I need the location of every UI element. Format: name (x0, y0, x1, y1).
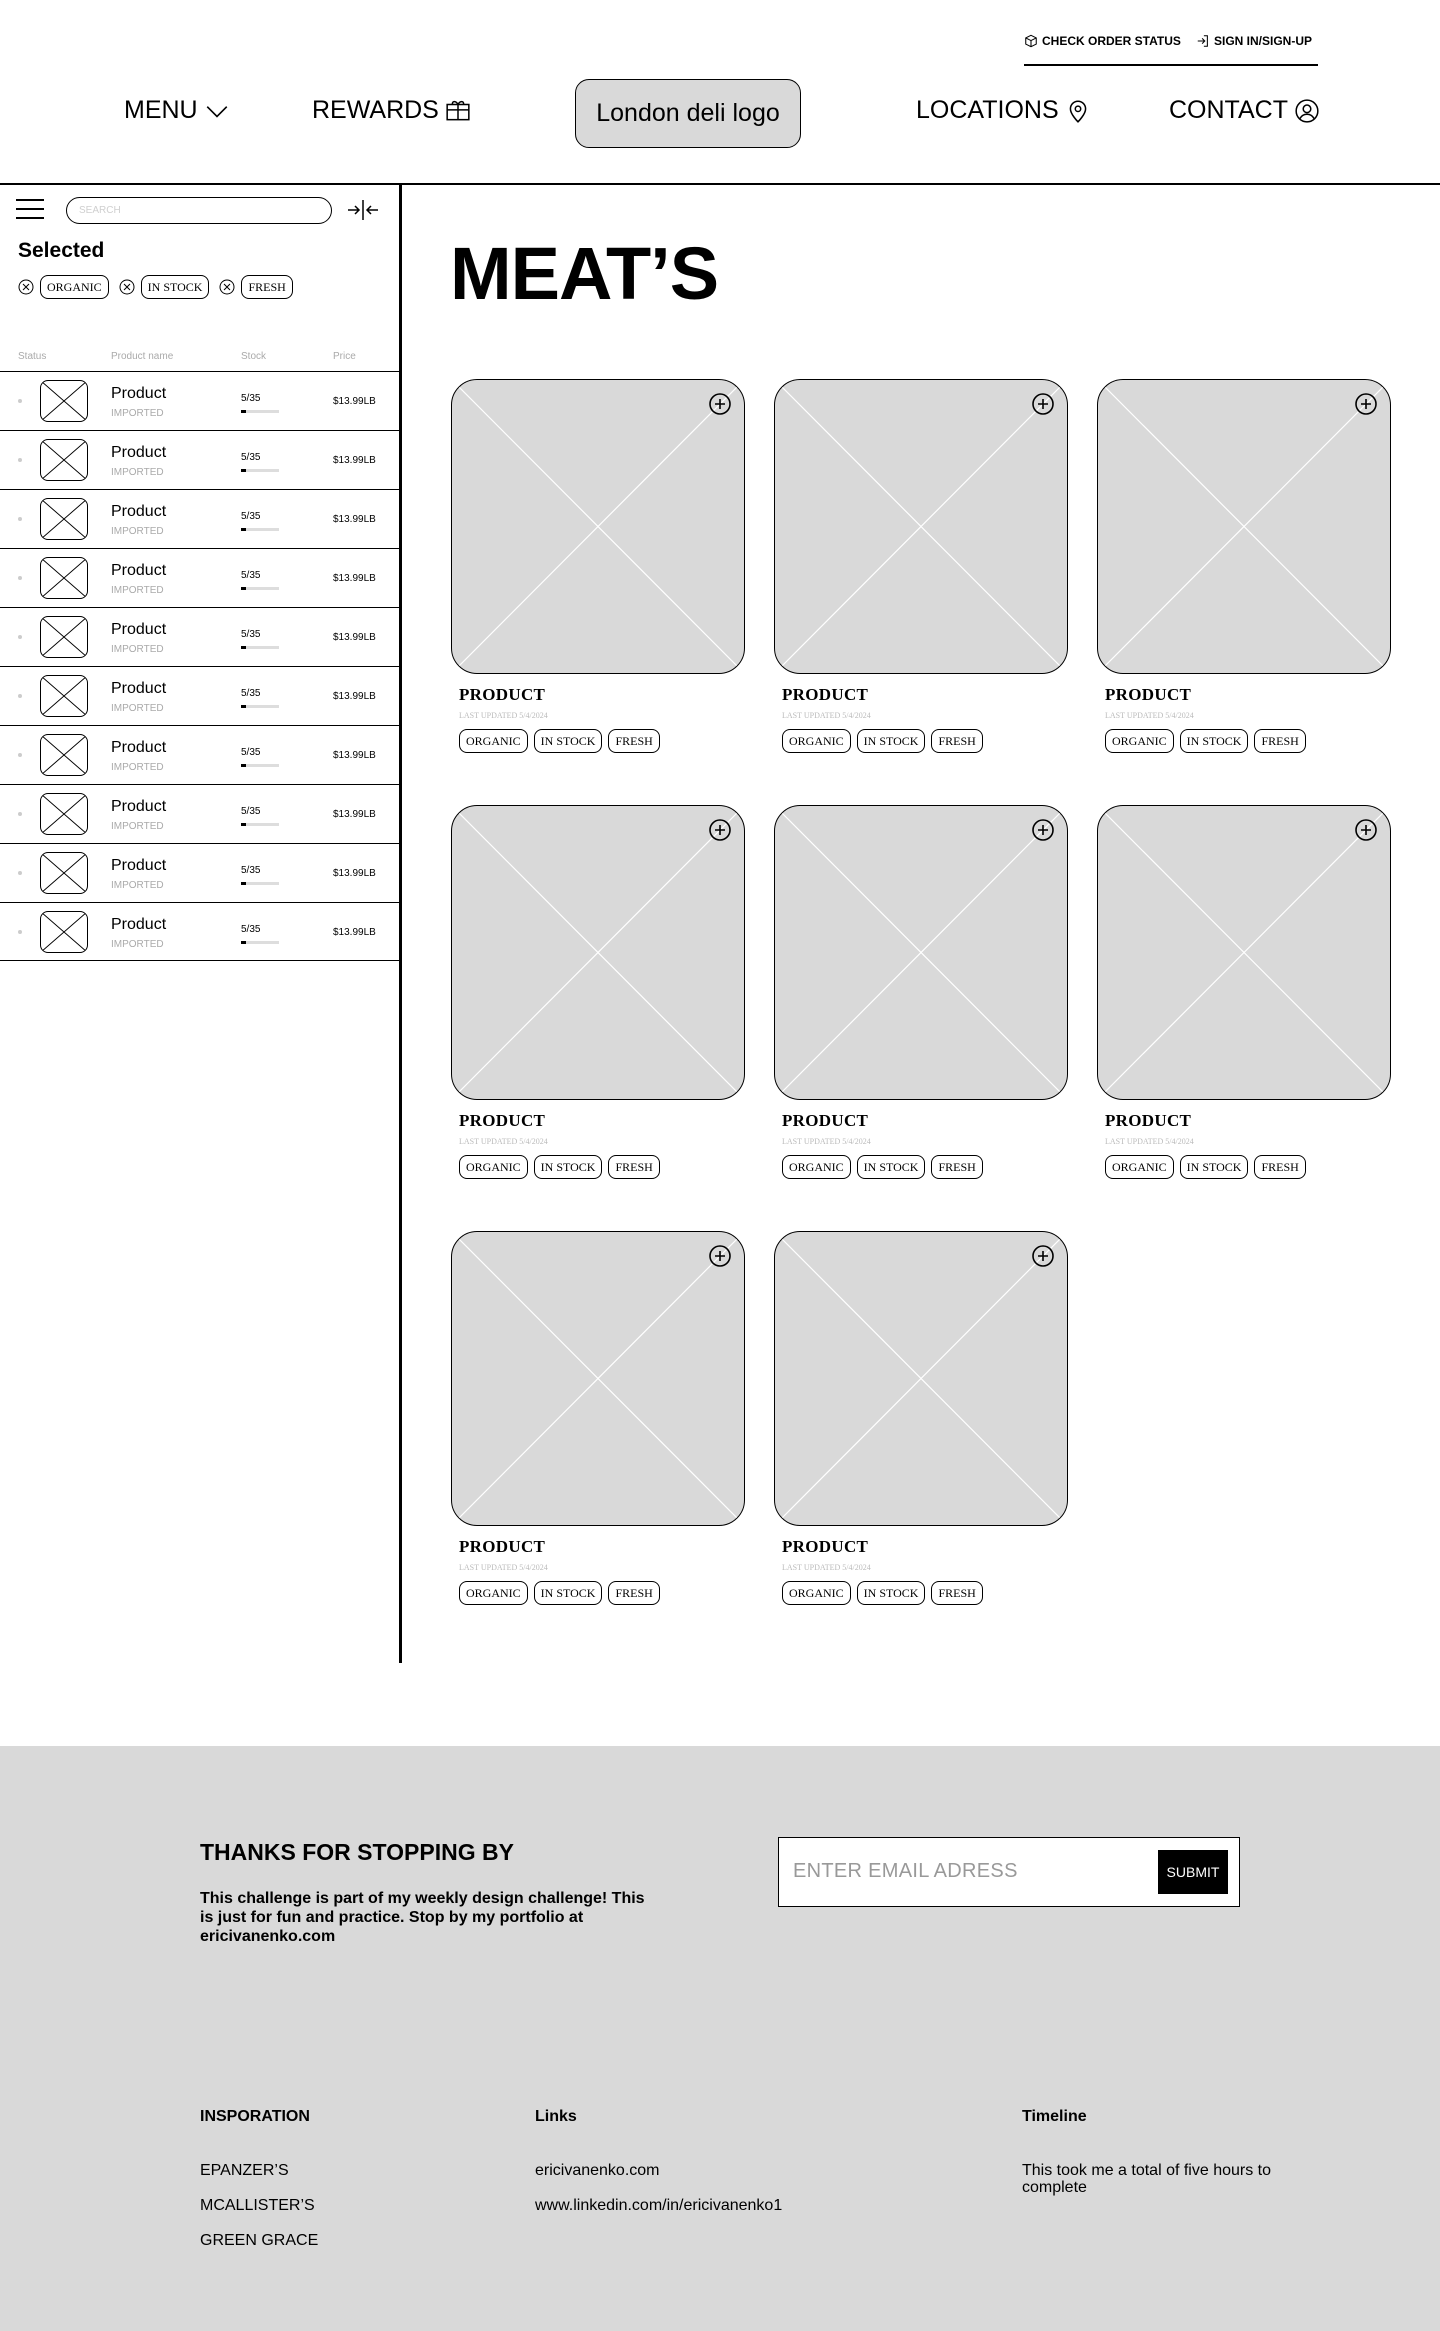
hamburger-menu-icon[interactable] (16, 199, 44, 221)
row-stock-count: 5/35 (241, 924, 261, 935)
product-tags (1105, 1155, 1306, 1179)
footer-links (535, 2108, 782, 2232)
submit-button[interactable]: SUBMIT (1158, 1850, 1228, 1894)
add-to-cart-icon[interactable] (1354, 392, 1378, 416)
login-icon (1196, 34, 1210, 48)
table-row[interactable] (0, 430, 399, 489)
image-placeholder-icon (1098, 380, 1390, 673)
image-placeholder-icon (41, 381, 87, 421)
row-stock-bar (241, 823, 279, 826)
row-stock-bar (241, 941, 279, 944)
row-product-name: Product (111, 385, 167, 402)
table-row[interactable] (0, 725, 399, 784)
row-stock-fill (241, 646, 246, 649)
site-logo[interactable] (575, 79, 801, 148)
gift-icon (445, 98, 471, 124)
image-placeholder-icon (41, 735, 87, 775)
row-stock-bar (241, 528, 279, 531)
row-product-origin: IMPORTED (111, 703, 164, 714)
nav-menu-label: MENU (124, 96, 198, 124)
product-tag: IN STOCK (857, 1155, 926, 1179)
remove-filter-icon[interactable] (18, 279, 34, 295)
image-placeholder-icon (41, 912, 87, 952)
package-icon (1024, 34, 1038, 48)
product-tag: FRESH (1254, 1155, 1305, 1179)
row-stock-count: 5/35 (241, 570, 261, 581)
product-card[interactable] (451, 1231, 745, 1600)
row-price: $13.99LB (333, 514, 376, 525)
product-tag: FRESH (931, 1155, 982, 1179)
image-placeholder-icon (775, 380, 1067, 673)
product-tag: IN STOCK (857, 729, 926, 753)
row-product-name: Product (111, 503, 167, 520)
column-price: Price (333, 351, 356, 362)
add-to-cart-icon[interactable] (1031, 818, 1055, 842)
product-tag: ORGANIC (459, 1581, 528, 1605)
image-placeholder-icon (1098, 806, 1390, 1099)
footer-inspiration (200, 2108, 318, 2267)
sign-in-link[interactable] (1196, 34, 1312, 48)
nav-menu[interactable] (124, 96, 230, 125)
row-stock-count: 5/35 (241, 393, 261, 404)
product-tag: FRESH (608, 729, 659, 753)
row-stock-fill (241, 705, 246, 708)
product-image[interactable] (1097, 379, 1391, 674)
filter-chip-organic[interactable]: ORGANIC (40, 275, 109, 299)
row-product-origin: IMPORTED (111, 880, 164, 891)
product-title: PRODUCT (1105, 685, 1192, 704)
row-product-name: Product (111, 562, 167, 579)
add-to-cart-icon[interactable] (1354, 818, 1378, 842)
status-dot (18, 812, 22, 816)
product-card[interactable] (1097, 805, 1391, 1174)
status-dot (18, 871, 22, 875)
product-thumbnail (40, 793, 88, 835)
row-stock-fill (241, 587, 246, 590)
row-stock-count: 5/35 (241, 806, 261, 817)
product-last-updated: LAST UPDATED 5/4/2024 (459, 1563, 548, 1572)
image-placeholder-icon (41, 617, 87, 657)
product-tags (782, 1155, 983, 1179)
row-stock-fill (241, 941, 246, 944)
product-image[interactable] (451, 379, 745, 674)
product-tags (782, 1581, 983, 1605)
row-price: $13.99LB (333, 750, 376, 761)
product-grid (451, 379, 1395, 1600)
product-title: PRODUCT (459, 1537, 546, 1556)
row-stock-count: 5/35 (241, 688, 261, 699)
add-to-cart-icon[interactable] (1031, 392, 1055, 416)
row-stock-fill (241, 882, 246, 885)
location-pin-icon (1065, 98, 1091, 124)
portfolio-link[interactable]: ericivanenko.com (535, 2162, 660, 2179)
row-price: $13.99LB (333, 809, 376, 820)
row-product-origin: IMPORTED (111, 526, 164, 537)
product-thumbnail (40, 734, 88, 776)
product-last-updated: LAST UPDATED 5/4/2024 (459, 711, 548, 720)
user-circle-icon (1294, 98, 1320, 124)
row-product-origin: IMPORTED (111, 644, 164, 655)
linkedin-link[interactable]: www.linkedin.com/in/ericivanenko1 (535, 2197, 783, 2214)
filter-chip-fresh[interactable]: FRESH (241, 275, 292, 299)
product-card[interactable] (774, 379, 1068, 748)
filter-chip-in-stock[interactable]: IN STOCK (141, 275, 210, 299)
product-thumbnail (40, 616, 88, 658)
table-row[interactable] (0, 489, 399, 548)
product-image[interactable] (774, 805, 1068, 1100)
product-table (0, 371, 399, 961)
table-row[interactable] (0, 784, 399, 843)
remove-filter-icon[interactable] (119, 279, 135, 295)
table-row[interactable] (0, 607, 399, 666)
row-stock-count: 5/35 (241, 865, 261, 876)
column-status: Status (18, 351, 47, 362)
product-tags (459, 1155, 660, 1179)
product-tag: FRESH (931, 1581, 982, 1605)
add-to-cart-icon[interactable] (708, 1244, 732, 1268)
row-stock-fill (241, 823, 246, 826)
image-placeholder-icon (41, 853, 87, 893)
row-stock-fill (241, 764, 246, 767)
timeline-title: Timeline (1022, 2108, 1087, 2125)
check-order-status-label: CHECK ORDER STATUS (1042, 34, 1181, 48)
row-stock-count: 5/35 (241, 511, 261, 522)
row-product-origin: IMPORTED (111, 821, 164, 832)
inspiration-link[interactable]: MCALLISTER’S (200, 2197, 315, 2214)
product-title: PRODUCT (459, 1111, 546, 1130)
product-tags (459, 1581, 660, 1605)
table-row[interactable] (0, 548, 399, 607)
row-product-origin: IMPORTED (111, 585, 164, 596)
product-tag: IN STOCK (1180, 729, 1249, 753)
row-product-origin: IMPORTED (111, 762, 164, 773)
row-stock-bar (241, 469, 279, 472)
row-stock-bar (241, 882, 279, 885)
nav-contact[interactable] (1169, 96, 1320, 125)
product-tag: IN STOCK (857, 1581, 926, 1605)
image-placeholder-icon (41, 499, 87, 539)
row-price: $13.99LB (333, 396, 376, 407)
row-price: $13.99LB (333, 632, 376, 643)
row-stock-count: 5/35 (241, 629, 261, 640)
product-last-updated: LAST UPDATED 5/4/2024 (1105, 1137, 1194, 1146)
row-price: $13.99LB (333, 455, 376, 466)
image-placeholder-icon (41, 558, 87, 598)
product-tag: IN STOCK (534, 729, 603, 753)
nav-rewards[interactable] (312, 96, 471, 125)
selected-filters-title: Selected (18, 239, 105, 262)
status-dot (18, 458, 22, 462)
row-stock-bar (241, 646, 279, 649)
timeline-text: This took me a total of five hours to complete (1022, 2162, 1272, 2196)
product-thumbnail (40, 911, 88, 953)
inspiration-link[interactable]: GREEN GRACE (200, 2232, 319, 2249)
product-title: PRODUCT (782, 685, 869, 704)
product-tag: ORGANIC (1105, 1155, 1174, 1179)
product-tag: ORGANIC (1105, 729, 1174, 753)
nav-rewards-label: REWARDS (312, 96, 439, 124)
sidebar-toolbar (0, 185, 399, 235)
row-stock-fill (241, 469, 246, 472)
row-product-name: Product (111, 916, 167, 933)
inspiration-link[interactable]: EPANZER’S (200, 2162, 289, 2179)
image-placeholder-icon (41, 440, 87, 480)
collapse-sidebar-icon[interactable] (346, 197, 380, 223)
column-product-name: Product name (111, 351, 174, 362)
product-thumbnail (40, 852, 88, 894)
status-dot (18, 576, 22, 580)
product-thumbnail (40, 557, 88, 599)
row-stock-bar (241, 764, 279, 767)
product-card[interactable] (451, 805, 745, 1174)
product-tag: FRESH (931, 729, 982, 753)
status-dot (18, 399, 22, 403)
search-input[interactable] (66, 197, 332, 224)
filter-sidebar (0, 185, 402, 1663)
row-price: $13.99LB (333, 691, 376, 702)
row-product-origin: IMPORTED (111, 408, 164, 419)
status-dot (18, 930, 22, 934)
product-title: PRODUCT (1105, 1111, 1192, 1130)
image-placeholder-icon (775, 806, 1067, 1099)
product-thumbnail (40, 498, 88, 540)
row-product-name: Product (111, 621, 167, 638)
nav-locations-label: LOCATIONS (916, 96, 1059, 124)
product-title: PRODUCT (782, 1111, 869, 1130)
row-stock-bar (241, 587, 279, 590)
chevron-down-icon (204, 98, 230, 124)
product-tags (782, 729, 983, 753)
product-tag: ORGANIC (459, 1155, 528, 1179)
image-placeholder-icon (452, 380, 744, 673)
product-card[interactable] (774, 805, 1068, 1174)
row-product-origin: IMPORTED (111, 939, 164, 950)
product-tag: FRESH (608, 1155, 659, 1179)
product-thumbnail (40, 439, 88, 481)
utility-bar (1024, 34, 1318, 66)
footer-timeline (1022, 2108, 1292, 2196)
product-card[interactable] (1097, 379, 1391, 748)
product-title: PRODUCT (782, 1537, 869, 1556)
product-tag: FRESH (608, 1581, 659, 1605)
nav-locations[interactable] (916, 96, 1091, 125)
footer-description: This challenge is part of my weekly design challenge! This is just for fun and practice. Stop by my portfolio at ericivanenko.com (200, 1890, 645, 1945)
product-image[interactable] (1097, 805, 1391, 1100)
row-stock-count: 5/35 (241, 747, 261, 758)
product-title: PRODUCT (459, 685, 546, 704)
table-row[interactable] (0, 902, 399, 961)
product-card[interactable] (451, 379, 745, 748)
row-stock-count: 5/35 (241, 452, 261, 463)
row-product-name: Product (111, 444, 167, 461)
site-header (0, 0, 1440, 185)
status-dot (18, 635, 22, 639)
row-stock-bar (241, 705, 279, 708)
product-tag: IN STOCK (1180, 1155, 1249, 1179)
page-title: MEAT’S (450, 232, 719, 315)
product-thumbnail (40, 675, 88, 717)
image-placeholder-icon (452, 1232, 744, 1525)
product-last-updated: LAST UPDATED 5/4/2024 (782, 711, 871, 720)
product-tag: FRESH (1254, 729, 1305, 753)
selected-filter-chips (18, 275, 297, 299)
product-image[interactable] (451, 805, 745, 1100)
table-row[interactable] (0, 371, 399, 430)
product-table-header (0, 351, 399, 371)
check-order-status-link[interactable] (1024, 34, 1181, 48)
product-tag: ORGANIC (782, 1581, 851, 1605)
product-last-updated: LAST UPDATED 5/4/2024 (1105, 711, 1194, 720)
product-tag: IN STOCK (534, 1581, 603, 1605)
inspiration-title: INSPORATION (200, 2108, 310, 2125)
sign-in-label: SIGN IN/SIGN-UP (1214, 34, 1313, 48)
image-placeholder-icon (452, 806, 744, 1099)
product-image[interactable] (774, 379, 1068, 674)
product-last-updated: LAST UPDATED 5/4/2024 (782, 1137, 871, 1146)
column-stock: Stock (241, 351, 267, 362)
status-dot (18, 517, 22, 521)
product-tag: ORGANIC (459, 729, 528, 753)
product-image[interactable] (451, 1231, 745, 1526)
add-to-cart-icon[interactable] (708, 392, 732, 416)
status-dot (18, 694, 22, 698)
logo-text: London deli logo (596, 99, 780, 127)
image-placeholder-icon (41, 794, 87, 834)
product-tag: ORGANIC (782, 1155, 851, 1179)
product-last-updated: LAST UPDATED 5/4/2024 (782, 1563, 871, 1572)
product-last-updated: LAST UPDATED 5/4/2024 (459, 1137, 548, 1146)
image-placeholder-icon (775, 1232, 1067, 1525)
row-product-name: Product (111, 680, 167, 697)
row-product-name: Product (111, 857, 167, 874)
row-stock-fill (241, 528, 246, 531)
table-row[interactable] (0, 843, 399, 902)
remove-filter-icon[interactable] (219, 279, 235, 295)
site-footer (0, 1746, 1440, 2331)
add-to-cart-icon[interactable] (1031, 1244, 1055, 1268)
product-card[interactable] (774, 1231, 1068, 1600)
product-tag: ORGANIC (782, 729, 851, 753)
row-stock-bar (241, 410, 279, 413)
row-price: $13.99LB (333, 927, 376, 938)
email-input[interactable] (793, 1856, 1143, 1886)
image-placeholder-icon (41, 676, 87, 716)
product-tags (1105, 729, 1306, 753)
row-price: $13.99LB (333, 573, 376, 584)
add-to-cart-icon[interactable] (708, 818, 732, 842)
status-dot (18, 753, 22, 757)
row-product-name: Product (111, 739, 167, 756)
product-tags (459, 729, 660, 753)
table-row[interactable] (0, 666, 399, 725)
row-product-origin: IMPORTED (111, 467, 164, 478)
product-tag: IN STOCK (534, 1155, 603, 1179)
footer-heading: THANKS FOR STOPPING BY (200, 1839, 514, 1865)
links-title: Links (535, 2108, 577, 2125)
row-price: $13.99LB (333, 868, 376, 879)
nav-contact-label: CONTACT (1169, 96, 1288, 124)
newsletter-form (778, 1837, 1240, 1907)
product-thumbnail (40, 380, 88, 422)
row-stock-fill (241, 410, 246, 413)
product-image[interactable] (774, 1231, 1068, 1526)
row-product-name: Product (111, 798, 167, 815)
